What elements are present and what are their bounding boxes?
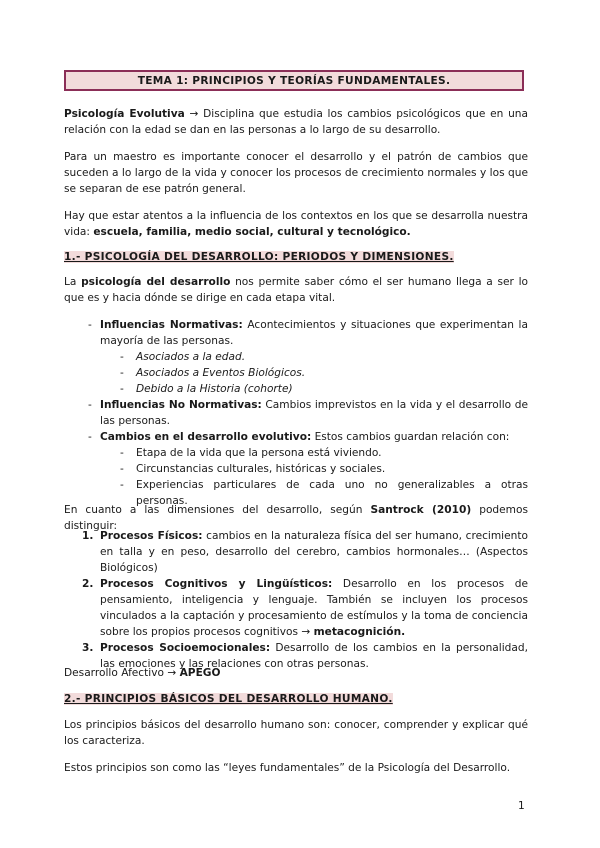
process-text: Desarrollo de los cambios en la personalidad, las emociones y las relaciones con otras personas. [100, 642, 528, 670]
intro-term: Psicología Evolutiva [64, 108, 185, 120]
intro-paragraph-2: Para un maestro es importante conocer el desarrollo y el patrón de cambios que suceden a lo largo de la vida y conocer los procesos de crecimiento normales y los que se separan de ese patrón general. [64, 151, 528, 195]
list-item: 3. Procesos Socioemocionales: Desarrollo de los cambios en la personalidad, las emociones y las relaciones con otras personas. [82, 642, 528, 670]
list-item: - Influencias Normativas: Acontecimientos y situaciones que experimentan la mayoría de las personas. - Asociados a la edad. - Asociados a Eventos Biológicos. - Debido a la Historia (cohorte) [64, 317, 528, 397]
intro-paragraph-3 [64, 208, 528, 240]
author-citation: Santrock (2010) [370, 504, 472, 516]
page-number: 1 [518, 800, 525, 812]
influence-label: Cambios en el desarrollo evolutivo: [100, 431, 312, 443]
process-label: Procesos Cognitivos y Lingüísticos: [100, 578, 333, 590]
section1-heading: 1.- PSICOLOGÍA DEL DESARROLLO: PERIODOS Y DIMENSIONES. [64, 251, 454, 263]
list-item: - Etapa de la vida que la persona está viviendo. [120, 447, 382, 459]
section2-paragraph-2: Estos principios son como las “leyes fundamentales” de la Psicología del Desarrollo. [64, 762, 511, 774]
section1-heading-row [64, 249, 528, 265]
affective-line: Desarrollo Afectivo → APEGO [64, 667, 221, 679]
list-item: - Experiencias particulares de cada uno no generalizables a otras personas. [120, 479, 528, 507]
section2-heading-row [64, 691, 528, 707]
section2-paragraph-1: Los principios básicos del desarrollo humano son: conocer, comprender y explicar qué los caracteriza. [64, 719, 528, 747]
influence-label: Influencias Normativas: [100, 319, 243, 331]
processes-list [64, 528, 528, 672]
list-item: 2. Procesos Cognitivos y Lingüísticos: Desarrollo en los procesos de pensamiento, inteligencia y lenguaje. También se incluyen los procesos vinculados a la captación y procesamiento de estímulos y la toma de conciencia sobre los propios procesos cognitivos → metacognición. [82, 578, 528, 638]
process-text: Desarrollo en los procesos de pensamiento, inteligencia y lenguaje. También se incluyen los procesos vinculados a la captación y procesamiento de estímulos y la toma de conciencia sobre los propios procesos cognitivos → [100, 578, 528, 638]
process-label: Procesos Físicos: [100, 530, 203, 542]
influence-text: Acontecimientos y situaciones que experimentan la mayoría de las personas. [100, 319, 528, 347]
list-item: - Asociados a la edad. [120, 351, 246, 363]
affective-bold: APEGO [179, 667, 221, 679]
list-item: - Cambios en el desarrollo evolutivo: Estos cambios guardan relación con: - Etapa de la vida que la persona está viviendo. - Circunstancias culturales, históricas y sociales. - Experiencias particulares de cada uno no generalizables a otras personas. [64, 429, 528, 509]
section1-intro-pre: La [64, 276, 82, 288]
arrow-1: → [184, 108, 204, 120]
influences-list [64, 317, 528, 509]
process-label: Procesos Socioemocionales: [100, 642, 271, 654]
page-title: TEMA 1: PRINCIPIOS Y TEORÍAS FUNDAMENTALES. [64, 70, 524, 91]
intro-paragraph-1 [64, 106, 528, 138]
section1-intro-bold: psicología del desarrollo [81, 276, 231, 288]
intro-p3-text: Hay que estar atentos a la influencia de los contextos en los que se desarrolla nuestra vida: [64, 210, 528, 238]
list-item: - Debido a la Historia (cohorte) [120, 383, 293, 395]
intro-p3-bold: escuela, familia, medio social, cultural y tecnológico. [93, 226, 411, 238]
influence-label: Influencias No Normativas: [100, 399, 262, 411]
list-item: - Influencias No Normativas: Cambios imprevistos en la vida y el desarrollo de las personas. [88, 399, 528, 427]
process-tail: metacognición. [313, 626, 406, 638]
influence-text: Estos cambios guardan relación con: [311, 431, 510, 443]
influence-text: Cambios imprevistos en la vida y el desarrollo de las personas. [100, 399, 528, 427]
list-item: - Asociados a Eventos Biológicos. [120, 367, 306, 379]
section1-intro [64, 274, 528, 306]
list-item: 1. Procesos Físicos: cambios en la naturaleza física del ser humano, crecimiento en talla y en peso, desarrollo del cerebro, cambios hormonales… (Aspectos Biológicos) [82, 530, 528, 574]
sublist [64, 445, 528, 509]
list-item: - Circunstancias culturales, históricas y sociales. [120, 463, 386, 475]
dimensions-intro: En cuanto a las dimensiones del desarrollo, según Santrock (2010) podemos distinguir: [64, 504, 528, 532]
intro-definition: Disciplina que estudia los cambios psicológicos que en una relación con la edad se dan en las personas a lo largo de su desarrollo. [64, 108, 528, 136]
section1-intro-post: nos permite saber cómo el ser humano llega a ser lo que es y hacia dónde se dirige en cada etapa vital. [64, 276, 528, 304]
section2-heading: 2.- PRINCIPIOS BÁSICOS DEL DESARROLLO HUMANO. [64, 693, 393, 705]
process-text: cambios en la naturaleza física del ser humano, crecimiento en talla y en peso, desarrollo del cerebro, cambios hormonales… (Aspectos Biológicos) [100, 530, 528, 574]
sublist [64, 349, 528, 397]
